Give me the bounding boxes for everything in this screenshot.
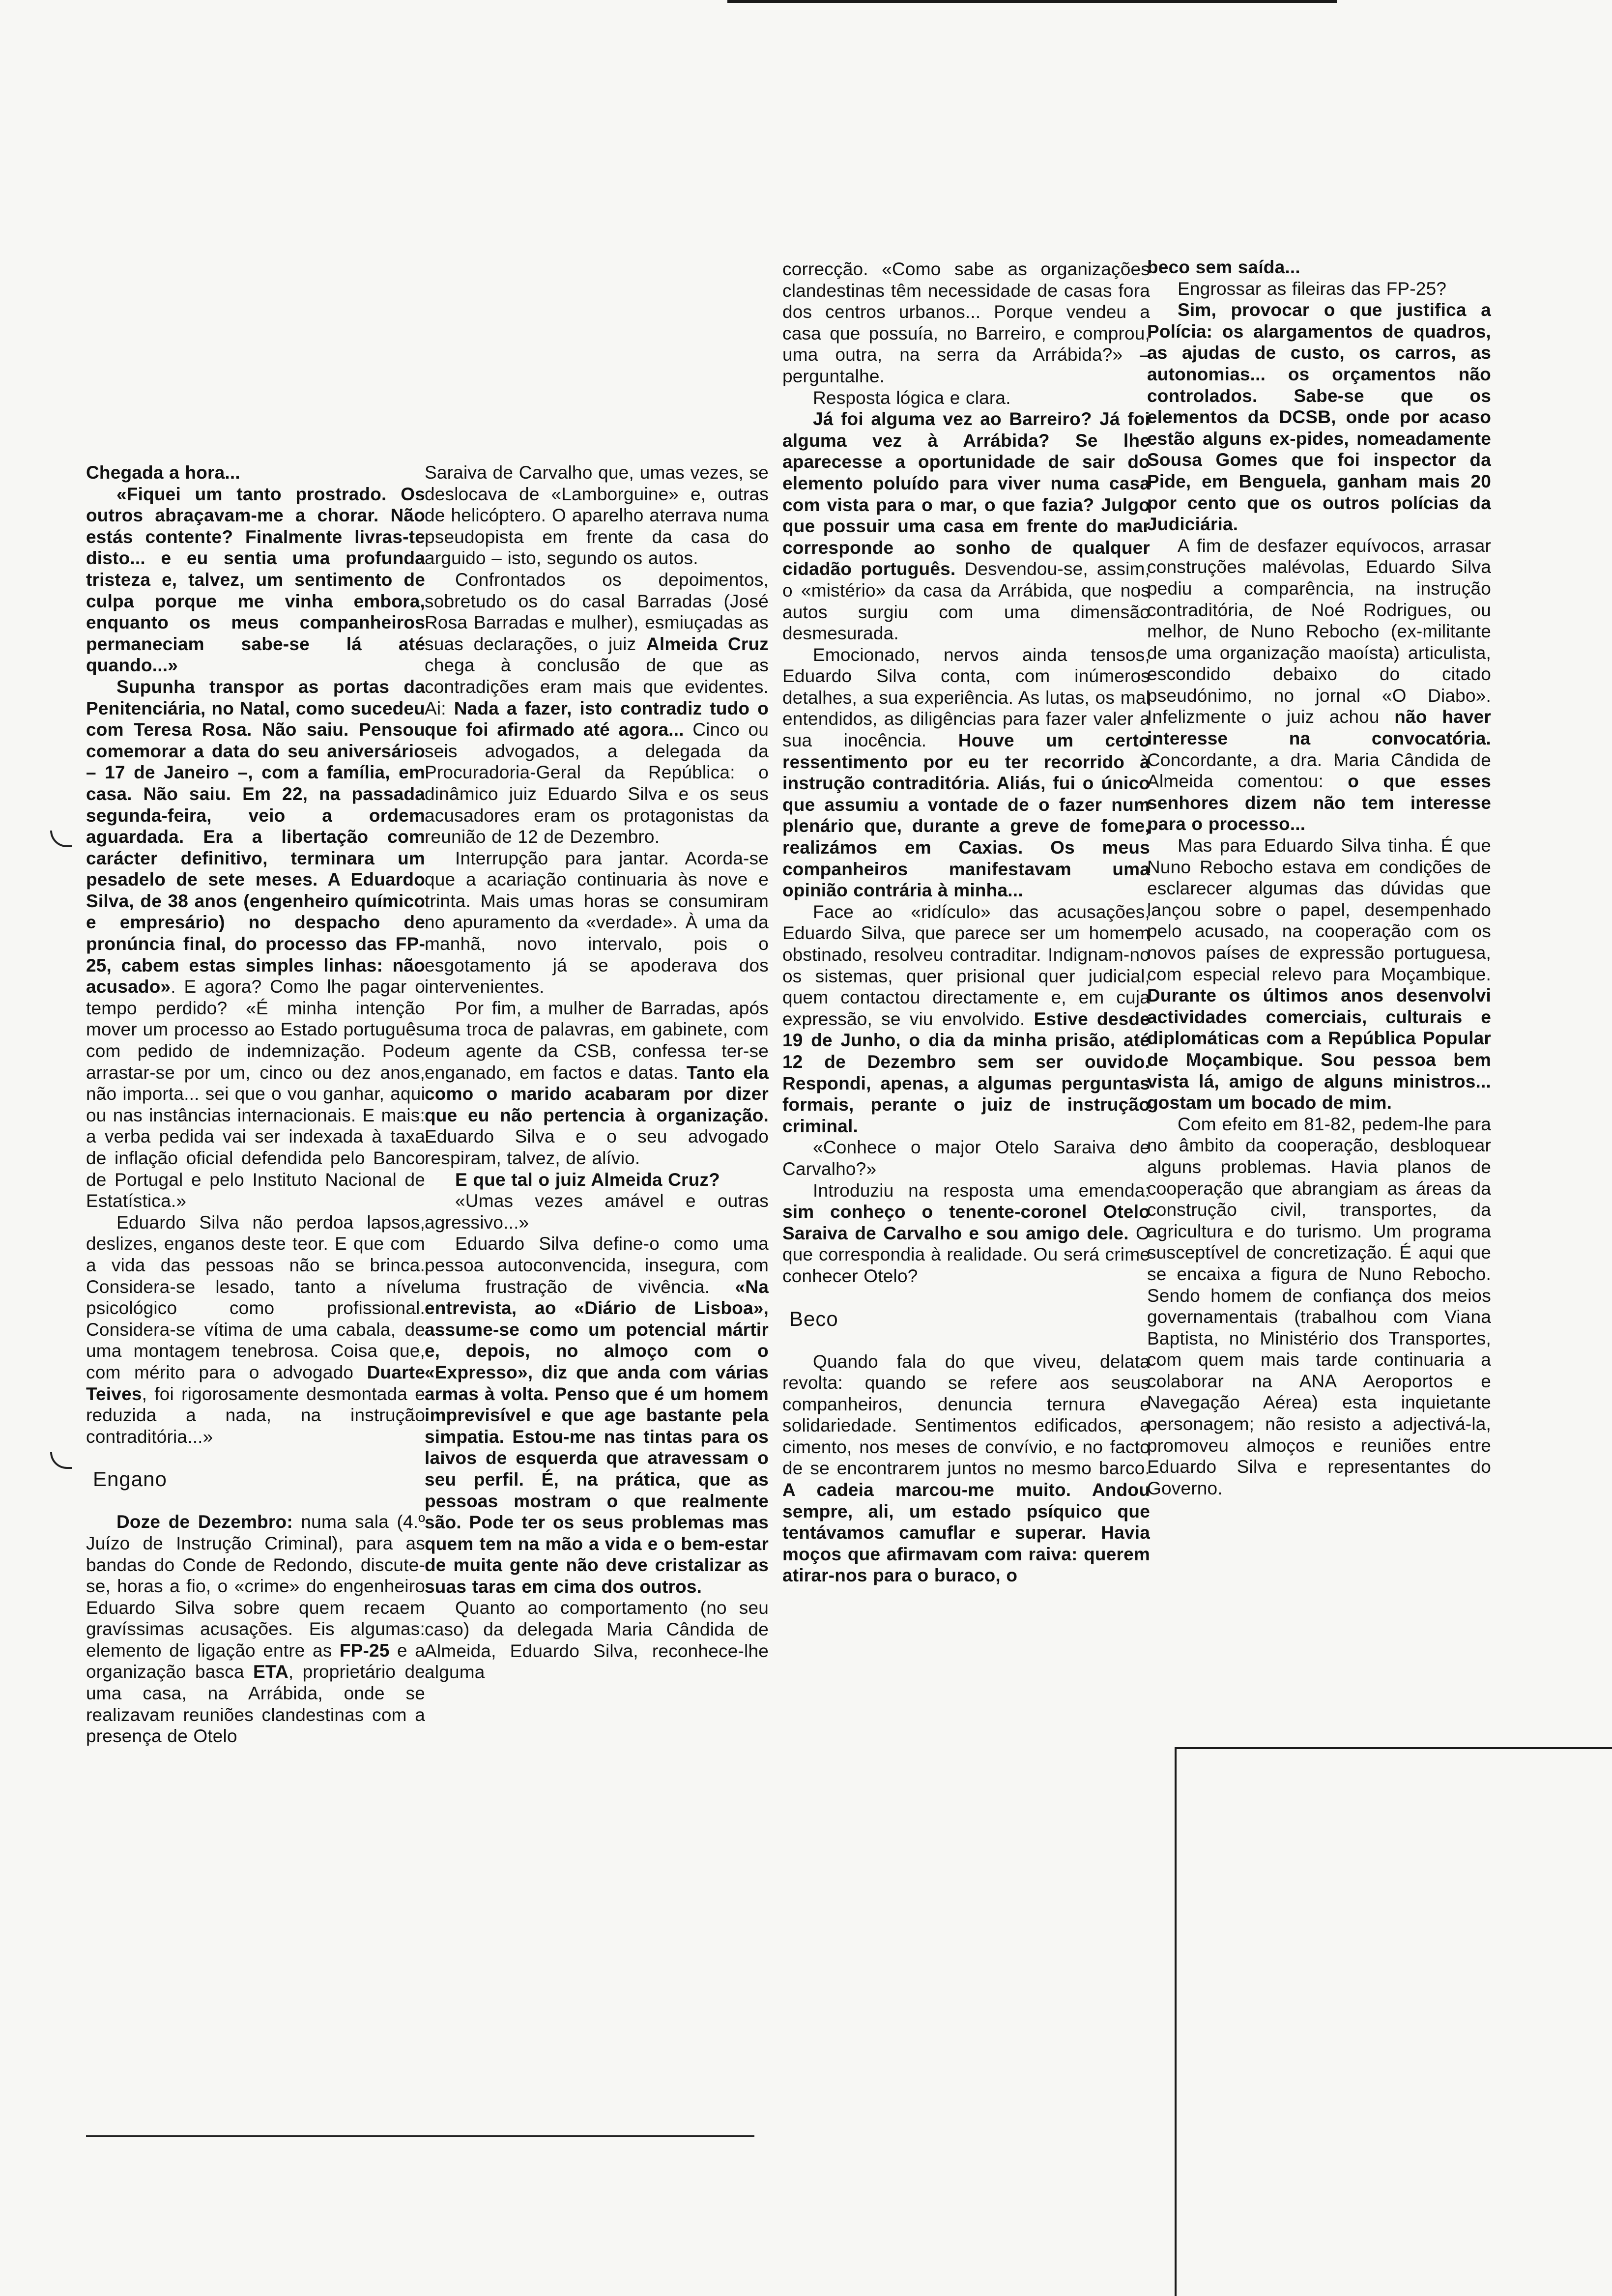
paragraph <box>782 1180 1150 1287</box>
bold-text: Estive desde 19 de Junho, o dia da minha prisão, até 12 de Dezembro sem ser ouvido. Respondi, apenas, a algumas perguntas formais, perante o juiz de instrução criminal. <box>782 1008 1150 1136</box>
paragraph: Com efeito em 81-82, pedem-lhe para no âmbito da cooperação, desbloquear alguns problemas. Havia planos de cooperação que abrangiam as áreas da construção civil, transportes, da agricultura e do turismo. Um programa susceptível de concretização. É aqui que se encaixa a figura de Nuno Rebocho. Sendo homem de confiança dos meios governamentais (trabalhou com Viana Baptista, no Ministério dos Transportes, com quem mais tarde continuaria a colaborar na ANA Aeroportos e Navegação Aérea) esta inquietante personagem; não resisto a adjectivá-la, promoveu almoços e reuniões entre Eduardo Silva e representantes do Governo. <box>1147 1114 1491 1498</box>
bold-text: «Na entrevista, ao «Diário de Lisboa», assume-se como um potencial mártir e, depois, no almoço com o «Expresso», diz que anda com várias armas à volta. Penso que é um homem imprevisível e que age bastante pela simpatia. Estou-me nas tintas para os laivos de esquerda que atravessam o seu perfil. É, na prática, que as pessoas mostram o que realmente são. Pode ter os seus problemas mas quem tem na mão a vida e o bem-estar de muita gente não deve cristalizar as suas taras em cima dos outros. <box>425 1276 769 1597</box>
bold-text: sim conheço o tenente-coronel Otelo Saraiva de Carvalho e sou amigo dele. <box>782 1202 1150 1243</box>
paragraph <box>782 408 1150 644</box>
body-text: Eduardo Silva não perdoa lapsos, deslizes, enganos deste teor. E que com a vida das pessoas não se brinca. Considera-se lesado, tanto a nível psicológico como profissional. Considera-se vítima de uma cabala, de uma montagem tenebrosa. Coisa que, com mérito para o advogado <box>86 1212 425 1382</box>
paragraph <box>1147 535 1491 835</box>
body-text: Mas para Eduardo Silva tinha. É que Nuno Rebocho estava em condições de esclarecer algumas das dúvidas que lançou sobre o papel, desempenhado pelo acusado, na cooperação com os novos países de expressão portuguesa, com especial relevo para Moçambique. <box>1147 835 1491 984</box>
bold-text: Duarte Teives <box>86 1362 425 1404</box>
paragraph: correcção. «Como sabe as organizações clandestinas têm necessidade de casas fora dos centros urbanos... Porque vendeu a casa que possuía, no Barreiro, e comprou, uma outra, na serra da Arrábida?» – perguntalhe. <box>782 259 1150 386</box>
margin-mark <box>50 1452 72 1469</box>
bold-text: Já foi alguma vez ao Barreiro? Já foi alguma vez à Arrábida? Se lhe aparecesse a oportunidade de sair do elemento poluído para viver numa casa com vista para o mar, o que fazia? Julgo que possuir uma casa em frente do mar corresponde ao sonho de qualquer cidadão português. <box>782 409 1150 579</box>
body-text: , proprietário de uma casa, na Arrábida, onde se realizavam reuniões clandestinas com a presença de Otelo <box>86 1662 426 1747</box>
bottom-rule-left <box>86 2135 754 2137</box>
body-text: numa sala (4.º Juízo de Instrução Criminal), para as bandas do Conde de Redondo, discute-se, horas a fio, o «crime» do engenheiro Eduardo Silva sobre quem recaem gravíssimas acusações. Eis algumas: elemento de ligação entre as <box>86 1512 425 1661</box>
paragraph: Saraiva de Carvalho que, umas vezes, se deslocava de «Lamborguine» e, outras de helicóptero. O aparelho aterrava numa pseudopista em frente da casa do arguido – isto, segundo os autos. <box>425 462 769 569</box>
paragraph <box>86 1212 425 1448</box>
body-text: Cinco ou seis advogados, a delegada da Procuradoria-Geral da República: o dinâmico juiz Eduardo Silva e os seus acusadores eram os protagonistas da reunião de 12 de Dezembro. <box>425 719 769 847</box>
paragraph <box>782 1351 1150 1587</box>
paragraph: «Conhece o major Otelo Saraiva de Carvalho?» <box>782 1137 1150 1179</box>
body-text: . E agora? Como lhe pagar o tempo perdido? «É minha intenção mover um processo ao Estado português com pedido de indemnização. Pode arrastar-se por um, cinco ou dez anos, não importa... sei que o vou ganhar, aqui ou nas instâncias internacionais. E mais: a verba pedida vai ser indexada à taxa de inflação oficial defendida pelo Banco de Portugal e pelo Instituto Nacional de Estatística.» <box>86 976 425 1211</box>
body-text: A fim de desfazer equívocos, arrasar construções malévolas, Eduardo Silva pediu a comparência, na instrução contraditória, de Noé Rodrigues, ou melhor, de Nuno Rebocho (ex-militante de uma organização maoísta) articulista, escondido debaixo do citado pseudónimo, no jornal «O Diabo». Infelizmente o juiz achou <box>1147 535 1491 727</box>
bold-text: Supunha transpor as portas da Penitenciária, no Natal, como sucedeu com Teresa Rosa. Não saiu. Pensou comemorar a data do seu aniversário – 17 de Janeiro –, com a família, em casa. Não saiu. Em 22, na passada segunda-feira, veio a ordem aguardada. Era a libertação com carácter definitivo, terminara um pesadelo de sete meses. A Eduardo Silva, de 38 anos (engenheiro químico e empresário) no despacho de pronúncia final, do processo das FP-25, cabem estas simples linhas: não acusado» <box>86 676 425 997</box>
bold-text: A cadeia marcou-me muito. Andou sempre, ali, um estado psíquico que tentávamos camuflar e superar. Havia moços que afirmavam com raiva: querem atirar-nos para o buraco, o <box>782 1480 1150 1586</box>
body-text: e a organização basca <box>86 1640 425 1682</box>
article-column-3 <box>782 258 1150 1586</box>
body-text: Eduardo Silva e o seu advogado respiram, talvez, de alívio. <box>425 1126 769 1168</box>
body-text: Desvendou-se, assim, o «mistério» da casa da Arrábida, que nos autos surgiu com uma dimensão desmesurada. <box>782 559 1151 644</box>
paragraph <box>86 676 425 1212</box>
bold-text: Nada a fazer, isto contradiz tudo o que foi afirmado até agora... <box>425 698 769 740</box>
bold-text: ETA <box>253 1662 288 1682</box>
article-column-4 <box>1147 257 1491 1499</box>
margin-mark <box>50 831 72 847</box>
paragraph: Sim, provocar o que justifica a Polícia: os alargamentos de quadros, as ajudas de custo, os carros, as autonomias... os orçamentos não controlados. Sabe-se que os elementos da DCSB, onde por acaso estão alguns ex-pides, nomeadamente Sousa Gomes que foi inspector da Pide, em Benguela, ganham mais 20 por cento que os outros polícias da Judiciária. <box>1147 300 1491 535</box>
paragraph <box>425 569 769 848</box>
box-border-top <box>1175 1747 1612 1749</box>
box-border-left <box>1175 1747 1177 2296</box>
body-text: Quando fala do que viveu, delata revolta: quando se refere aos seus companheiros, denuncia ternura e solidariedade. Sentimentos edificados, a cimento, nos meses de convívio, e no facto de se encontrarem juntos no mesmo barco. <box>782 1351 1150 1479</box>
paragraph: «Fiquei um tanto prostrado. Os outros abraçavam-me a chorar. Não estás contente? Finalmente livras-te disto... e eu sentia uma profunda tristeza e, talvez, um sentimento de culpa porque me vinha embora, enquanto os meus companheiros permaneciam sabe-se lá até quando...» <box>86 484 425 676</box>
body-text: , foi rigorosamente desmontada e reduzida a nada, na instrução contraditória...» <box>86 1383 425 1447</box>
paragraph <box>425 1233 769 1597</box>
article-column-1 <box>86 462 425 1747</box>
body-text: Eduardo Silva define-o como uma pessoa autoconvencida, insegura, com uma frustração de vivência. <box>425 1234 769 1297</box>
bold-text: FP-25 <box>339 1640 390 1661</box>
bold-text: Durante os últimos anos desenvolvi actividades comerciais, culturais e diplomáticas com a República Popular de Moçambique. Sou pessoa bem vista lá, amigo de alguns ministros... gostam um bocado de mim. <box>1147 985 1491 1113</box>
paragraph: Resposta lógica e clara. <box>813 387 1011 408</box>
section-heading: Engano <box>93 1467 167 1491</box>
body-text: Concordante, a dra. Maria Cândida de Almeida comentou: <box>1147 749 1491 792</box>
paragraph: E que tal o juiz Almeida Cruz? <box>455 1169 720 1190</box>
article-column-2 <box>425 462 769 1683</box>
bold-text: Doze de Dezembro: <box>116 1512 293 1532</box>
paragraph: Interrupção para jantar. Acorda-se que a acariação continuaria às nove e trinta. Mais umas horas se consumiram no apuramento da «verdade». À uma da manhã, novo intervalo, pois o esgotamento já se apoderava dos intervenientes. <box>425 848 769 997</box>
paragraph: Chegada a hora... <box>86 462 240 483</box>
body-text: Face ao «ridículo» das acusações, Eduardo Silva, que parece ser um homem obstinado, resolveu contraditar. Indignam-no os sistemas, quer prisional quer judicial, quem contactou directamente e, em cuja expressão, se viu envolvido. <box>782 901 1150 1029</box>
body-text: O que correspondia à realidade. Ou será crime conhecer Otelo? <box>782 1223 1150 1286</box>
body-text: Confrontados os depoimentos, sobretudo os do casal Barradas (José Rosa Barradas e mulher), esmiuçadas as suas declarações, o juiz <box>425 569 769 654</box>
section-heading: Beco <box>789 1307 838 1330</box>
body-text: Por fim, a mulher de Barradas, após uma troca de palavras, em gabinete, com um agente da CSB, confessa ter-se enganado, em factos e datas. <box>425 998 769 1083</box>
paragraph: Engrossar as fileiras das FP-25? <box>1178 278 1447 299</box>
bold-text: Tanto ela como o marido acabaram por dizer que eu não pertencia à organização. <box>425 1062 769 1125</box>
body-text: chega à conclusão de que as contradições eram mais que evidentes. Ai: <box>425 655 769 718</box>
top-border-rule <box>727 0 1337 3</box>
body-text: Emocionado, nervos ainda tensos, Eduardo Silva conta, com inúmeros detalhes, a sua experiência. As lutas, os mal entendidos, as diligências para fazer valer a sua inocência. <box>782 644 1150 751</box>
paragraph <box>86 1511 425 1747</box>
bold-text: Almeida Cruz <box>646 633 769 654</box>
bold-text: o que esses senhores dizem não tem interesse para o processo... <box>1147 771 1492 834</box>
paragraph: «Umas vezes amável e outras agressivo...» <box>425 1191 769 1233</box>
paragraph: beco sem saída... <box>1147 257 1300 277</box>
paragraph <box>782 901 1150 1137</box>
paragraph <box>425 998 769 1169</box>
paragraph <box>782 644 1150 901</box>
body-text: Introduziu na resposta uma emenda: <box>813 1180 1150 1201</box>
paragraph: Quanto ao comportamento (no seu caso) da delegada Maria Cândida de Almeida, Eduardo Silva, reconhece-lhe alguma <box>425 1598 769 1683</box>
paragraph <box>1147 835 1491 1114</box>
bold-text: não haver interesse na convocatória. <box>1147 707 1491 749</box>
bold-text: Houve um certo ressentimento por eu ter recorrido à instrução contraditória. Aliás, fui o único que assumiu a vontade de o fazer num plenário que, durante a greve de fome, realizámos em Caxias. Os meus companheiros manifestavam uma opinião contrária à minha... <box>782 730 1150 901</box>
